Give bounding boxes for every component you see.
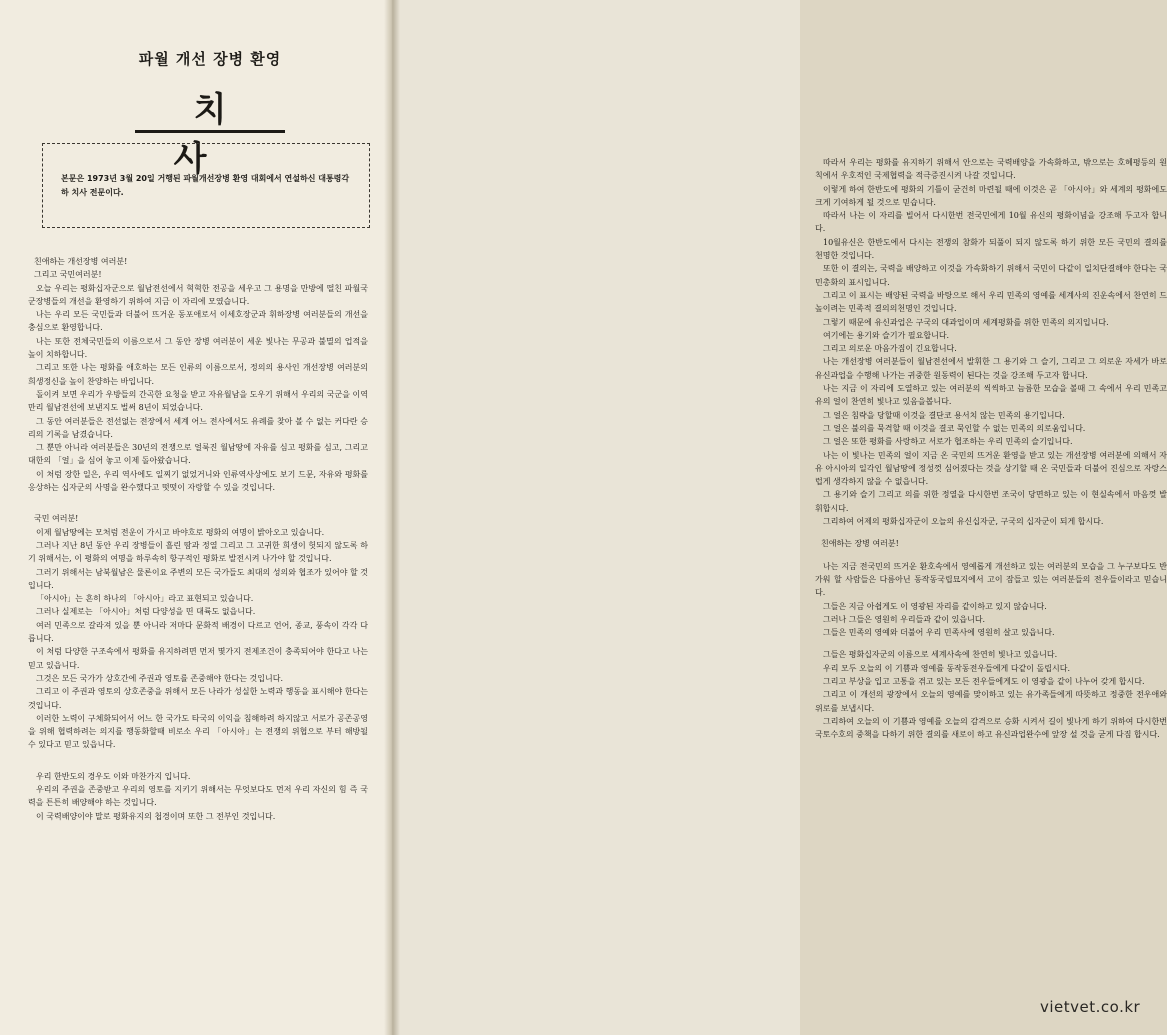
speech-paragraph: 오늘 우리는 평화십자군으로 월남전선에서 혁혁한 전공을 세우고 그 용명을 만방에 떨친 파월국군장병들의 개선을 환영하기 위하여 지금 이 자리에 모였습니다. [28, 283, 368, 306]
salutation: 그리고 국민여러분! [34, 270, 102, 280]
speech-paragraph: 따라서 나는 이 자리를 빌어서 다시한번 전국민에게 10월 유신의 평화이념을 강조해 두고자 합니다. [815, 211, 1167, 234]
salutation: 친애하는 개선장병 여러분! [34, 257, 128, 266]
source-note-box [42, 143, 370, 228]
speech-paragraph: 우리의 주권을 존중받고 우리의 영토를 지키기 위해서는 무엇보다도 먼저 우리 자신의 힘 즉 국력을 튼튼히 배양해야 하는 것입니다. [28, 784, 368, 808]
speech-paragraph: 그러나 실제로는 「아시아」처럼 다양성을 띤 대륙도 없읍니다. [36, 607, 256, 617]
speech-paragraph: 우리 모두 오늘의 이 기쁨과 영예를 동작동전우들에게 다같이 돌립시다. [823, 663, 1070, 673]
speech-paragraph: 그렇기 때문에 유신과업은 구국의 대과업이며 세계평화를 위한 민족의 의지입니다. [823, 317, 1109, 327]
page-title: 치 사 [173, 90, 267, 179]
speech-subtitle: 파월 개선 장병 환영 [138, 50, 282, 68]
speech-paragraph: 나는 이 빛나는 민족의 얼이 지금 온 국민의 뜨거운 환영을 받고 있는 개선장병 여러분에 의해서 자유 아시아의 일각인 월남땅에 정성껏 심어졌다는 것을 상기할 때 온 국민들과 더불어 진심으로 자랑스럽게 생각하지 않을 수 없읍니다. [815, 450, 1167, 487]
speech-paragraph: 그리고 이 표시는 배양된 국력을 바탕으로 해서 우리 민족의 영예를 세계사의 진운속에서 찬연히 드높이려는 민족적 결의의천명인 것입니다. [815, 290, 1167, 314]
speech-paragraph: 따라서 우리는 평화를 유지하기 위해서 안으로는 국력배양을 가속화하고, 밖으로는 호혜평등의 원칙에서 우호적인 국제협력을 적극증진시켜 나갈 것입니다. [815, 158, 1167, 181]
left-page [0, 0, 392, 1035]
source-note: 본문은 1973년 3월 20일 거행된 파월개선장병 환영 대회에서 연설하신 대통령각하 치사 전문이다. [61, 173, 350, 197]
speech-paragraph: 이 처럼 장한 일은, 우리 역사에도 일찌기 없었거니와 인류역사상에도 보기 드문, 자유와 평화를 응상하는 십자군의 사명을 완수했다고 떳떳이 자랑할 수 있을 것입니다. [28, 469, 368, 493]
speech-paragraph: 그러나 지난 8년 동안 우리 장병들이 흘린 땀과 정열 그리고 그 고귀한 희생이 헛되지 않도록 하기 위해서는, 이 평화의 여명을 하루속히 항구적인 평화로 발전시켜 나가야 할 것입니다. [28, 540, 368, 564]
speech-paragraph: 그 얼은 침략을 당할때 이것을 결단코 용서치 않는 민족의 용기입니다. [823, 410, 1065, 420]
speech-paragraph: 그들은 민족의 영예와 더불어 우리 민족사에 영원히 살고 있읍니다. [823, 628, 1055, 638]
speech-paragraph: 이러한 노력이 구체화되어서 어느 한 국가도 타국의 이익을 침해하려 하지않고 서로가 공존공영을 위해 협력하려는 의지를 행동화할때 비로소 우리 「아시아」는 전쟁의 위협으로 부터 해방될 수 있다고 믿고 있읍니다. [28, 713, 368, 750]
speech-paragraph: 돌이켜 보면 우리가 우방들의 간곡한 요청을 받고 자유월남을 도우기 위해서 우리의 국군을 이역만리 월남전선에 보낸지도 벌써 8년이 되었습니다. [28, 389, 368, 413]
speech-paragraph: 나는 지금 이 자리에 도열하고 있는 여러분의 씩씩하고 늠름한 모습을 볼때 그 속에서 우리 민족고유의 얼이 찬연히 빛나고 있음을봅니다. [815, 384, 1167, 407]
speech-paragraph: 그들은 지금 아쉽게도 이 영광된 자리를 같이하고 있지 않습니다. [823, 601, 1047, 611]
book-spine [384, 0, 400, 1035]
speech-paragraph: 그 뿐만 아니라 여러분들은 30년의 전쟁으로 얼룩진 월남땅에 자유를 심고 평화를 심고, 그리고 대한의 「얼」을 심어 놓고 이제 돌아왔습니다. [28, 443, 368, 466]
speech-paragraph: 그리하여 어제의 평화십자군이 오늘의 유신십자군, 구국의 십자군이 되게 합시다. [823, 517, 1104, 527]
speech-paragraph: 그리고 부상을 입고 고통을 겪고 있는 모든 전우들에게도 이 영광을 같이 나누어 갖게 합시다. [823, 676, 1145, 686]
speech-paragraph: 그러기 위해서는 남북월남은 물론이요 주변의 모든 국가들도 최대의 성의와 협조가 있어야 할 것입니다. [28, 567, 368, 590]
speech-paragraph: 나는 개선장병 여러분들이 월남전선에서 발휘한 그 용기와 그 슬기, 그리고 그 의로운 자세가 바로 유신과업을 수행해 나가는 귀중한 원동력이 된다는 것을 강조해 두고자 합니다. [815, 357, 1167, 380]
speech-paragraph: 10월유신은 한반도에서 다시는 전쟁의 참화가 되풀이 되지 않도록 하기 위한 모든 국민의 결의를 천명한 것입니다. [815, 237, 1167, 261]
speech-paragraph: 이제 월남땅에는 모처럼 전운이 가시고 바야흐로 평화의 여명이 밝아오고 있습니다. [36, 527, 325, 537]
speech-column-right [815, 156, 1167, 741]
speech-paragraph: 그 얼은 불의를 묵격할 때 이것을 결코 묵인할 수 없는 민족의 의로움입니다. [823, 423, 1086, 433]
speech-paragraph: 나는 우리 모든 국민들과 더불어 뜨거운 동포애로서 이세호장군과 휘하장병 여러분들의 개선을 충심으로 환영합니다. [28, 310, 368, 333]
speech-paragraph: 우리 한반도의 경우도 이와 마찬가지 입니다. [36, 771, 191, 781]
speech-paragraph: 그리고 이 개선의 광장에서 오늘의 영예를 맞이하고 있는 유가족들에게 따뜻하고 정중한 전우애와 위로를 보냅시다. [815, 690, 1167, 713]
speech-paragraph: 그 동안 여러분들은 전선없는 전장에서 세계 어느 전사에서도 유례를 찾아 볼 수 없는 커다란 승리의 기록을 남겼습니다. [28, 416, 368, 439]
speech-paragraph: 「아시아」는 흔히 하나의 「아시아」라고 표현되고 있습니다. [36, 594, 254, 604]
right-page [392, 0, 1167, 1035]
speech-paragraph: 여기에는 용기와 슬기가 필요합니다. [823, 330, 950, 340]
speech-paragraph: 나는 또한 전체국민들의 이름으로서 그 동안 장병 여러분이 세운 빛나는 무공과 불멸의 업적을 높이 치하합니다. [28, 336, 368, 360]
speech-paragraph: 이렇게 하여 한반도에 평화의 기틀이 굳건히 마련될 때에 이것은 곧 「아시아」와 세계의 평화에도 크게 기여하게 될 것으로 믿습니다. [815, 184, 1167, 207]
title-underline [135, 130, 285, 133]
speech-paragraph: 그 얼은 또한 평화를 사랑하고 서로가 협조하는 우리 민족의 슬기입니다. [823, 437, 1073, 447]
speech-paragraph: 이 국력배양이야 말로 평화유지의 첩경이며 또한 그 전부인 것입니다. [36, 811, 276, 821]
speech-paragraph: 그리하여 오늘의 이 기쁨과 영예를 오늘의 감격으로 승화 시켜서 길이 빛나게 하기 위하여 다시한번 국토수호의 중책을 다하기 위한 결의를 새로이 하고 유신과업완수에 앞장 설 것을 굳게 다짐 합시다. [815, 716, 1167, 740]
salutation: 친애하는 장병 여러분! [821, 539, 899, 549]
speech-paragraph: 그러나 그들은 영원히 우리들과 같이 있읍니다. [823, 614, 986, 624]
speech-paragraph: 나는 지금 전국민의 뜨거운 환호속에서 영예롭게 개선하고 있는 여러분의 모습을 그 누구보다도 반가워 할 사람들은 다름아닌 동작동국립묘지에서 고이 잠들고 있는 여러분들의 전우들이라고 믿습니다. [815, 561, 1167, 598]
speech-column-left [28, 255, 368, 823]
speech-paragraph: 그리고 의로운 마음가짐이 긴요합니다. [823, 344, 957, 354]
speech-paragraph: 그들은 평화십자군의 이름으로 세계사속에 찬연히 빛나고 있읍니다. [823, 650, 1058, 660]
site-watermark: vietvet.co.kr [1040, 998, 1141, 1016]
speech-paragraph: 또한 이 결의는, 국력을 배양하고 이것을 가속화하기 위해서 국민이 다같이 일치단결해야 한다는 국민총화의 표시입니다. [815, 264, 1167, 287]
salutation: 국민 여러분! [34, 514, 79, 524]
speech-paragraph: 그것은 모든 국가가 상호간에 주권과 영토를 존중해야 한다는 것입니다. [36, 673, 283, 683]
speech-paragraph: 그리고 또한 나는 평화를 애호하는 모든 인류의 이름으로서, 정의의 용사인 개선장병 여러분의 희생정신을 높이 찬양하는 바입니다. [28, 363, 368, 386]
speech-paragraph: 여러 민족으로 갈라져 있을 뿐 아니라 저마다 문화적 배경이 다르고 언어, 종교, 풍속이 각각 다릅니다. [28, 620, 368, 644]
speech-paragraph: 이 처럼 다양한 구조속에서 평화를 유지하려면 먼저 몇가지 전제조건이 충족되어야 한다고 나는 믿고 있읍니다. [28, 647, 368, 670]
speech-paragraph: 그리고 이 주권과 영토의 상호존중을 위해서 모든 나라가 성실한 노력과 행동을 표시해야 한다는 것입니다. [28, 687, 368, 710]
speech-paragraph: 그 용기와 슬기 그리고 의를 위한 정열을 다시한번 조국이 당면하고 있는 이 현실속에서 마음껏 발휘합시다. [815, 490, 1167, 513]
